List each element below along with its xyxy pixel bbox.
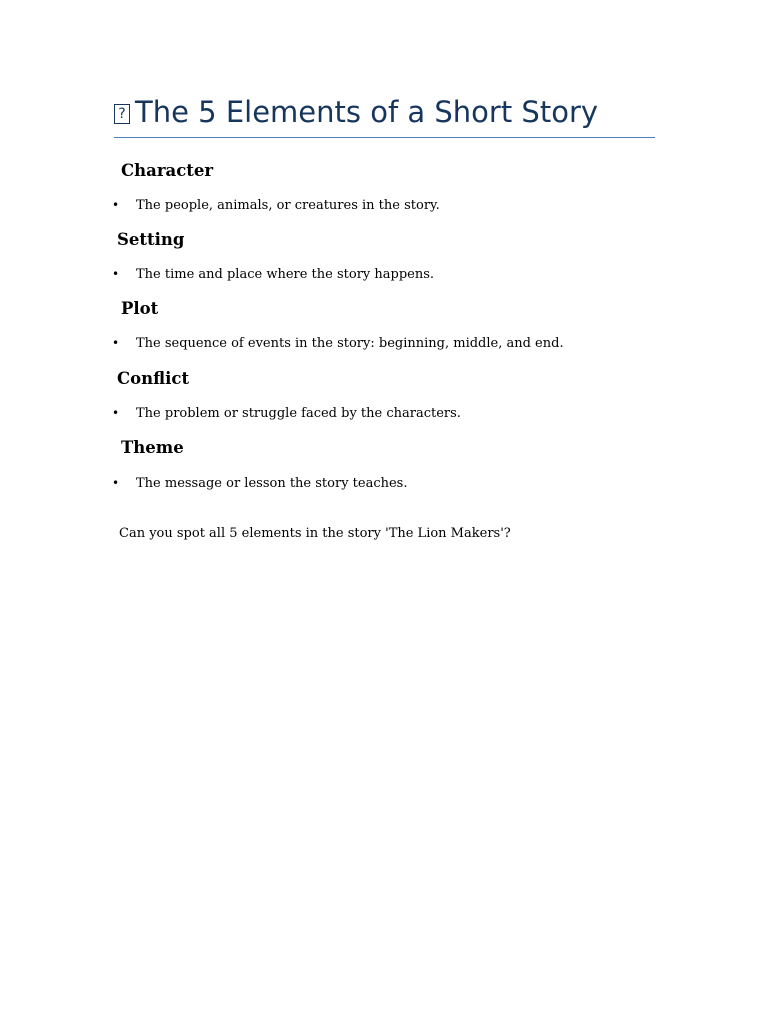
list-item xyxy=(112,265,434,284)
closing-question: Can you spot all 5 elements in the story 'The Lion Makers'? xyxy=(119,526,511,541)
section-heading-character: Character xyxy=(121,161,214,180)
bullet-icon: • xyxy=(112,267,120,281)
bullet-text: The time and place where the story happens. xyxy=(136,267,435,282)
bullet-text: The people, animals, or creatures in the story. xyxy=(136,198,440,213)
bullet-icon: • xyxy=(112,406,120,420)
section-heading-plot: Plot xyxy=(121,299,159,318)
section-heading-theme: Theme xyxy=(121,438,184,457)
page-title xyxy=(114,93,655,131)
section-heading-conflict: Conflict xyxy=(117,369,190,388)
list-item xyxy=(112,334,564,353)
bullet-text: The problem or struggle faced by the characters. xyxy=(136,406,461,421)
bullet-icon: • xyxy=(112,476,120,490)
bullet-text: The message or lesson the story teaches. xyxy=(136,476,408,491)
missing-glyph-icon: ? xyxy=(114,104,130,124)
list-item xyxy=(112,196,440,215)
list-item xyxy=(112,474,407,493)
section-heading-setting: Setting xyxy=(117,230,185,249)
title-block xyxy=(114,93,655,138)
bullet-icon: • xyxy=(112,198,120,212)
list-item xyxy=(112,404,461,423)
page-title-text: The 5 Elements of a Short Story xyxy=(135,95,599,129)
bullet-text: The sequence of events in the story: beginning, middle, and end. xyxy=(136,336,564,351)
bullet-icon: • xyxy=(112,336,120,350)
